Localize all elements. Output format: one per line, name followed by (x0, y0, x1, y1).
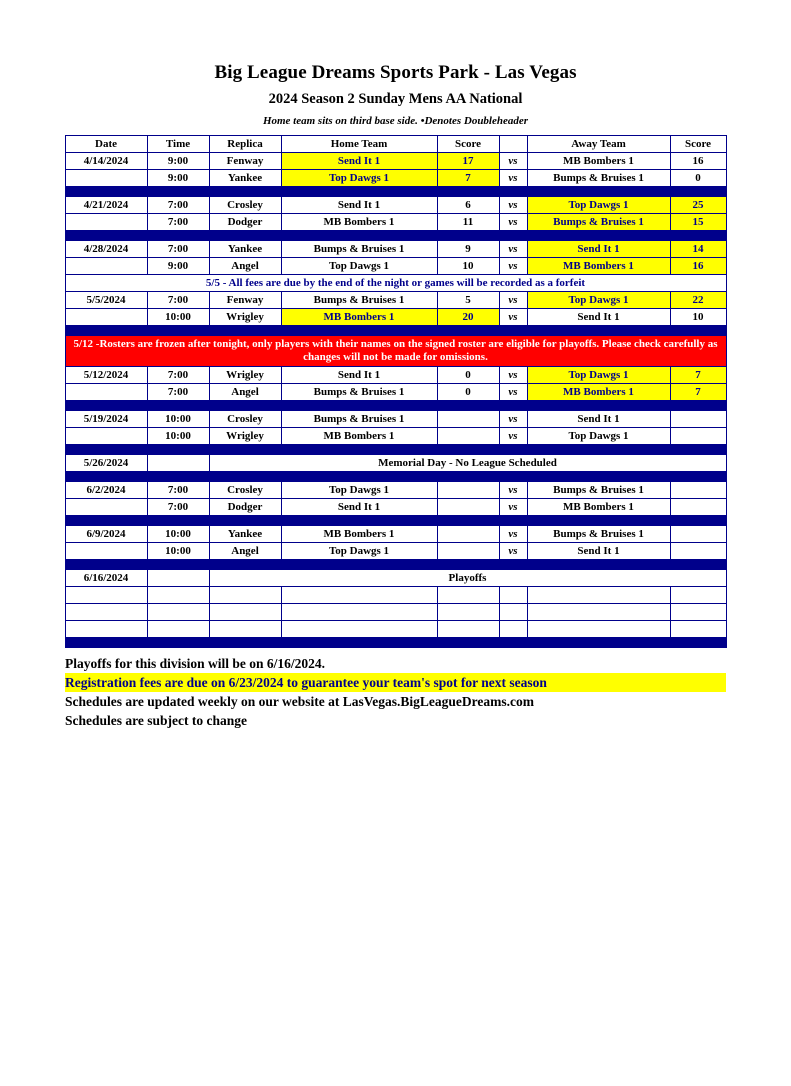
cell-date: 5/26/2024 (65, 455, 147, 472)
spacer-cell (65, 326, 726, 336)
cell-away-team: Top Dawgs 1 (527, 292, 670, 309)
cell-away-team: MB Bombers 1 (527, 153, 670, 170)
cell-home-score (437, 428, 499, 445)
cell-vs: vs (499, 258, 527, 275)
table-row-game (65, 543, 726, 560)
cell-blank (437, 621, 499, 638)
cell-time: 7:00 (147, 214, 209, 231)
table-body (65, 153, 726, 648)
cell-away-score: 16 (670, 153, 726, 170)
table-spacer-row (65, 187, 726, 197)
cell-home-score: 0 (437, 384, 499, 401)
cell-vs: vs (499, 482, 527, 499)
table-row-game (65, 214, 726, 231)
table-spacer-row (65, 560, 726, 570)
spacer-cell (65, 187, 726, 197)
cell-away-score (670, 428, 726, 445)
cell-away-score (670, 543, 726, 560)
cell-blank (281, 604, 437, 621)
cell-vs: vs (499, 384, 527, 401)
cell-time: 7:00 (147, 499, 209, 516)
table-row-game (65, 292, 726, 309)
cell-blank (281, 621, 437, 638)
cell-home-score: 0 (437, 367, 499, 384)
cell-home-score: 5 (437, 292, 499, 309)
cell-blank (670, 621, 726, 638)
cell-replica: Wrigley (209, 309, 281, 326)
cell-home-team: Top Dawgs 1 (281, 482, 437, 499)
column-header-home-team: Home Team (281, 136, 437, 153)
table-row-game (65, 499, 726, 516)
cell-time (147, 455, 209, 472)
column-header-vs (499, 136, 527, 153)
spacer-cell (65, 638, 726, 648)
cell-home-score (437, 482, 499, 499)
cell-date (65, 499, 147, 516)
cell-away-score: 25 (670, 197, 726, 214)
cell-away-team: Top Dawgs 1 (527, 367, 670, 384)
cell-blank (670, 604, 726, 621)
cell-vs: vs (499, 499, 527, 516)
cell-home-score: 17 (437, 153, 499, 170)
table-row-game (65, 367, 726, 384)
table-spacer-row (65, 445, 726, 455)
cell-home-score: 11 (437, 214, 499, 231)
notice-text: 5/5 - All fees are due by the end of the night or games will be recorded as a forfeit (65, 275, 726, 292)
cell-away-score (670, 411, 726, 428)
table-spacer-row (65, 472, 726, 482)
cell-date (65, 170, 147, 187)
table-row-game (65, 526, 726, 543)
cell-away-team: Send It 1 (527, 309, 670, 326)
spacer-cell (65, 445, 726, 455)
cell-blank (437, 587, 499, 604)
cell-vs: vs (499, 241, 527, 258)
cell-replica: Crosley (209, 411, 281, 428)
cell-replica: Angel (209, 258, 281, 275)
spacer-cell (65, 516, 726, 526)
cell-replica: Wrigley (209, 428, 281, 445)
cell-date: 6/9/2024 (65, 526, 147, 543)
cell-date: 4/21/2024 (65, 197, 147, 214)
footer-playoffs: Playoffs for this division will be on 6/16/2024. (65, 656, 326, 671)
cell-event-text: Playoffs (209, 570, 726, 587)
cell-replica: Fenway (209, 153, 281, 170)
table-spacer-row (65, 326, 726, 336)
footer-notes (65, 654, 726, 730)
column-header-time: Time (147, 136, 209, 153)
cell-date: 4/28/2024 (65, 241, 147, 258)
cell-home-team: Send It 1 (281, 367, 437, 384)
cell-home-team: Top Dawgs 1 (281, 543, 437, 560)
spacer-cell (65, 401, 726, 411)
cell-away-team: Bumps & Bruises 1 (527, 482, 670, 499)
cell-date (65, 214, 147, 231)
cell-replica: Crosley (209, 482, 281, 499)
cell-away-team: Send It 1 (527, 411, 670, 428)
cell-blank (147, 587, 209, 604)
cell-date (65, 258, 147, 275)
cell-blank (527, 621, 670, 638)
cell-vs: vs (499, 292, 527, 309)
cell-blank (209, 587, 281, 604)
cell-time: 7:00 (147, 292, 209, 309)
cell-home-score: 7 (437, 170, 499, 187)
cell-away-team: Bumps & Bruises 1 (527, 526, 670, 543)
cell-date: 6/16/2024 (65, 570, 147, 587)
cell-home-score: 9 (437, 241, 499, 258)
cell-time: 7:00 (147, 197, 209, 214)
cell-replica: Crosley (209, 197, 281, 214)
table-row-game (65, 309, 726, 326)
cell-time: 10:00 (147, 543, 209, 560)
table-row-game (65, 153, 726, 170)
cell-blank (437, 604, 499, 621)
cell-away-score: 7 (670, 367, 726, 384)
cell-home-score: 10 (437, 258, 499, 275)
schedule-table (65, 135, 727, 648)
cell-blank (499, 587, 527, 604)
cell-time: 10:00 (147, 309, 209, 326)
cell-replica: Yankee (209, 241, 281, 258)
cell-vs: vs (499, 367, 527, 384)
notice-row-roster-freeze (65, 336, 726, 367)
cell-time: 10:00 (147, 428, 209, 445)
cell-home-score (437, 543, 499, 560)
page-subtitle: 2024 Season 2 Sunday Mens AA National (268, 91, 523, 107)
cell-vs: vs (499, 543, 527, 560)
table-row-game (65, 241, 726, 258)
header-note: Home team sits on third base side. •Denotes Doubleheader (262, 115, 529, 127)
cell-vs: vs (499, 197, 527, 214)
cell-replica: Yankee (209, 170, 281, 187)
cell-away-team: Send It 1 (527, 241, 670, 258)
table-row-game (65, 482, 726, 499)
cell-away-team: MB Bombers 1 (527, 499, 670, 516)
cell-date (65, 309, 147, 326)
spacer-cell (65, 472, 726, 482)
cell-blank (147, 604, 209, 621)
table-row-game (65, 197, 726, 214)
notice-row-fees (65, 275, 726, 292)
spacer-cell (65, 560, 726, 570)
cell-blank (527, 587, 670, 604)
table-row-blank (65, 587, 726, 604)
cell-time (147, 570, 209, 587)
table-row-blank (65, 621, 726, 638)
column-header-replica: Replica (209, 136, 281, 153)
cell-date (65, 543, 147, 560)
cell-away-score: 15 (670, 214, 726, 231)
cell-time: 10:00 (147, 526, 209, 543)
cell-away-team: Bumps & Bruises 1 (527, 214, 670, 231)
table-row-game (65, 258, 726, 275)
cell-time: 10:00 (147, 411, 209, 428)
cell-replica: Angel (209, 384, 281, 401)
cell-away-score: 16 (670, 258, 726, 275)
table-row-event (65, 570, 726, 587)
cell-home-score (437, 499, 499, 516)
cell-blank (209, 621, 281, 638)
cell-date (65, 428, 147, 445)
cell-time: 9:00 (147, 258, 209, 275)
cell-home-team: MB Bombers 1 (281, 428, 437, 445)
page-title: Big League Dreams Sports Park - Las Vegas (214, 62, 577, 83)
cell-blank (65, 587, 147, 604)
spacer-cell (65, 231, 726, 241)
cell-time: 7:00 (147, 384, 209, 401)
table-spacer-row (65, 231, 726, 241)
cell-blank (499, 604, 527, 621)
cell-home-team: MB Bombers 1 (281, 309, 437, 326)
cell-away-score (670, 526, 726, 543)
cell-blank (147, 621, 209, 638)
cell-date: 5/5/2024 (65, 292, 147, 309)
table-row-game (65, 384, 726, 401)
column-header-away-team: Away Team (527, 136, 670, 153)
footer-subject-to-change: Schedules are subject to change (65, 713, 247, 728)
cell-vs: vs (499, 153, 527, 170)
table-spacer-row (65, 516, 726, 526)
cell-away-score: 14 (670, 241, 726, 258)
table-spacer-row (65, 401, 726, 411)
cell-home-team: Bumps & Bruises 1 (281, 411, 437, 428)
column-header-home-score: Score (437, 136, 499, 153)
cell-away-score: 10 (670, 309, 726, 326)
cell-away-team: Send It 1 (527, 543, 670, 560)
cell-away-score: 22 (670, 292, 726, 309)
cell-home-team: Top Dawgs 1 (281, 170, 437, 187)
cell-home-team: Send It 1 (281, 197, 437, 214)
schedule-page (0, 62, 791, 1086)
cell-time: 7:00 (147, 241, 209, 258)
cell-event-text: Memorial Day - No League Scheduled (209, 455, 726, 472)
table-row-event (65, 455, 726, 472)
cell-home-team: Bumps & Bruises 1 (281, 292, 437, 309)
cell-blank (527, 604, 670, 621)
cell-vs: vs (499, 526, 527, 543)
cell-replica: Yankee (209, 526, 281, 543)
cell-home-team: Bumps & Bruises 1 (281, 241, 437, 258)
cell-away-score (670, 482, 726, 499)
table-row-game (65, 411, 726, 428)
cell-home-team: Top Dawgs 1 (281, 258, 437, 275)
cell-away-score: 7 (670, 384, 726, 401)
cell-home-team: MB Bombers 1 (281, 214, 437, 231)
cell-away-team: Top Dawgs 1 (527, 197, 670, 214)
cell-home-score: 20 (437, 309, 499, 326)
cell-vs: vs (499, 214, 527, 231)
cell-home-score (437, 526, 499, 543)
document-header (0, 62, 791, 127)
cell-vs: vs (499, 170, 527, 187)
cell-home-team: MB Bombers 1 (281, 526, 437, 543)
cell-home-team: Send It 1 (281, 499, 437, 516)
column-header-date: Date (65, 136, 147, 153)
cell-date: 5/12/2024 (65, 367, 147, 384)
cell-away-score: 0 (670, 170, 726, 187)
cell-home-score: 6 (437, 197, 499, 214)
cell-blank (209, 604, 281, 621)
cell-away-team: MB Bombers 1 (527, 384, 670, 401)
cell-blank (65, 621, 147, 638)
cell-date: 4/14/2024 (65, 153, 147, 170)
cell-replica: Wrigley (209, 367, 281, 384)
cell-home-team: Send It 1 (281, 153, 437, 170)
cell-away-team: Bumps & Bruises 1 (527, 170, 670, 187)
cell-date: 5/19/2024 (65, 411, 147, 428)
cell-vs: vs (499, 309, 527, 326)
cell-replica: Fenway (209, 292, 281, 309)
cell-date (65, 384, 147, 401)
cell-time: 9:00 (147, 170, 209, 187)
cell-away-team: Top Dawgs 1 (527, 428, 670, 445)
table-spacer-row (65, 638, 726, 648)
cell-time: 9:00 (147, 153, 209, 170)
table-header-row (65, 136, 726, 153)
cell-blank (65, 604, 147, 621)
table-row-game (65, 428, 726, 445)
cell-vs: vs (499, 428, 527, 445)
footer-updates: Schedules are updated weekly on our website at LasVegas.BigLeagueDreams.com (65, 694, 535, 709)
table-row-blank (65, 604, 726, 621)
cell-blank (499, 621, 527, 638)
cell-vs: vs (499, 411, 527, 428)
cell-time: 7:00 (147, 482, 209, 499)
cell-date: 6/2/2024 (65, 482, 147, 499)
cell-away-team: MB Bombers 1 (527, 258, 670, 275)
cell-replica: Dodger (209, 214, 281, 231)
cell-away-score (670, 499, 726, 516)
notice-text: 5/12 -Rosters are frozen after tonight, only players with their names on the signed roster are eligible for playoffs. Please check carefully as changes will not be made for omissions. (65, 336, 726, 367)
column-header-away-score: Score (670, 136, 726, 153)
cell-replica: Angel (209, 543, 281, 560)
cell-blank (670, 587, 726, 604)
cell-blank (281, 587, 437, 604)
footer-registration-fees: Registration fees are due on 6/23/2024 to guarantee your team's spot for next season (65, 673, 726, 692)
cell-time: 7:00 (147, 367, 209, 384)
table-row-game (65, 170, 726, 187)
cell-home-team: Bumps & Bruises 1 (281, 384, 437, 401)
cell-home-score (437, 411, 499, 428)
cell-replica: Dodger (209, 499, 281, 516)
